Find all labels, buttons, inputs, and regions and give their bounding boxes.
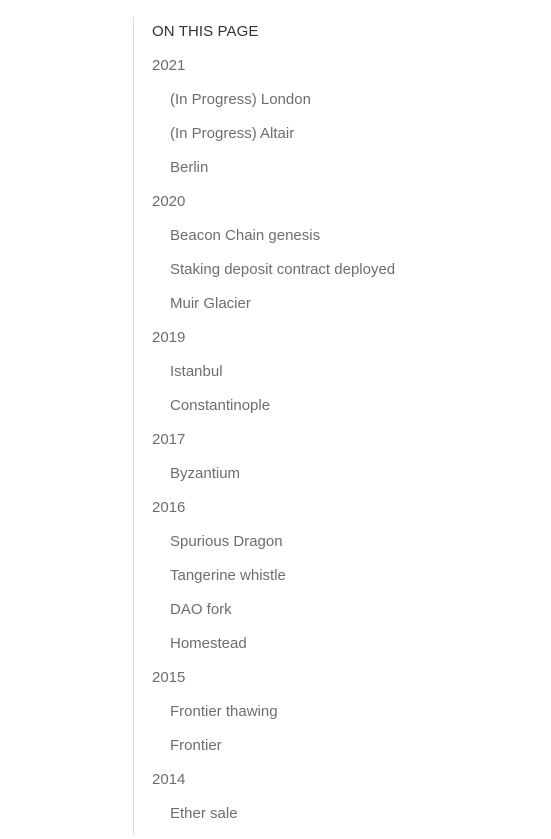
toc-link-london[interactable]: (In Progress) London: [170, 91, 311, 108]
toc-link-spurious-dragon[interactable]: Spurious Dragon: [170, 533, 283, 550]
toc-link-frontier[interactable]: Frontier: [170, 737, 222, 754]
table-of-contents: [133, 17, 533, 834]
toc-link-frontier-thawing[interactable]: Frontier thawing: [170, 703, 278, 720]
toc-year-2019[interactable]: 2019: [152, 329, 186, 346]
toc-year-2020[interactable]: 2020: [152, 193, 186, 210]
toc-link-constantinople[interactable]: Constantinople: [170, 397, 271, 414]
toc-year-2017[interactable]: 2017: [152, 431, 186, 448]
toc-link-ether-sale[interactable]: Ether sale: [170, 805, 238, 822]
toc-link-berlin[interactable]: Berlin: [170, 159, 209, 176]
toc-link-beacon-chain-genesis[interactable]: Beacon Chain genesis: [170, 227, 321, 244]
toc-link-tangerine-whistle[interactable]: Tangerine whistle: [170, 567, 286, 584]
toc-link-altair[interactable]: (In Progress) Altair: [170, 125, 295, 142]
toc-heading: ON THIS PAGE: [152, 23, 259, 40]
toc-link-muir-glacier[interactable]: Muir Glacier: [170, 295, 251, 312]
toc-link-byzantium[interactable]: Byzantium: [170, 465, 241, 482]
toc-link-homestead[interactable]: Homestead: [170, 635, 247, 652]
toc-year-2014[interactable]: 2014: [152, 771, 186, 788]
toc-list: [152, 57, 395, 839]
toc-year-2021[interactable]: 2021: [152, 57, 186, 74]
toc-link-staking-deposit-contract[interactable]: Staking deposit contract deployed: [170, 261, 396, 278]
toc-year-2016[interactable]: 2016: [152, 499, 186, 516]
toc-year-2015[interactable]: 2015: [152, 669, 186, 686]
toc-link-dao-fork[interactable]: DAO fork: [170, 601, 232, 618]
toc-link-istanbul[interactable]: Istanbul: [170, 363, 223, 380]
